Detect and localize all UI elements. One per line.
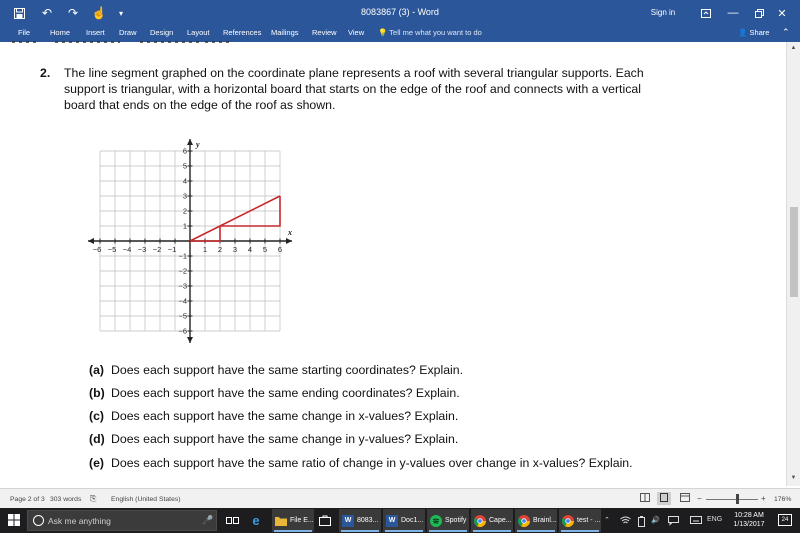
undo-icon[interactable]: ↶	[41, 6, 53, 20]
y-axis-arrow-down	[187, 337, 193, 343]
ribbon-display-options-icon[interactable]	[696, 4, 716, 22]
y-tick-label: −6	[178, 326, 187, 336]
x-tick-label: 5	[262, 245, 268, 254]
keyboard-icon[interactable]	[690, 516, 702, 526]
y-tick-label: 2	[182, 206, 187, 216]
running-indicator	[385, 530, 423, 532]
question-d-text: Does each support have the same change in y-values? Explain.	[111, 432, 459, 446]
running-indicator	[341, 530, 379, 532]
y-tick-label: 5	[182, 161, 187, 171]
question-d-letter: (d)	[89, 432, 105, 446]
y-tick-label: −2	[178, 266, 187, 276]
problem-number: 2.	[40, 66, 51, 80]
x-tick-label: 1	[202, 245, 208, 254]
collapse-ribbon-icon[interactable]: ⌃	[782, 27, 790, 37]
x-axis-arrow-right	[286, 238, 292, 244]
sign-in-link[interactable]: Sign in	[650, 8, 676, 17]
title-bar	[0, 0, 800, 26]
notification-count: 24	[781, 517, 789, 523]
zoom-slider-track[interactable]	[706, 499, 758, 500]
taskbar-item-label: Brainl...	[533, 517, 557, 524]
taskbar-item-label: test - ...	[577, 517, 601, 524]
x-tick-label: −1	[167, 245, 177, 254]
read-mode-icon[interactable]	[640, 493, 650, 504]
wifi-icon[interactable]	[620, 516, 631, 527]
problem-text-line-1: The line segment graphed on the coordinate plane represents a roof with several triangular supports. Each	[64, 66, 644, 80]
taskbar-item-label: Cape...	[489, 517, 512, 524]
previous-text-fragment	[0, 36, 786, 44]
volume-icon[interactable]: 🔊	[651, 517, 660, 524]
proofing-icon[interactable]: ⎘	[90, 494, 97, 503]
question-c-letter: (c)	[89, 409, 105, 423]
taskbar-item-spotify[interactable]	[427, 509, 469, 532]
taskbar-item-label: Spotify	[445, 517, 467, 524]
running-indicator	[274, 530, 312, 532]
word-icon: W	[386, 515, 398, 527]
edge-icon[interactable]	[247, 509, 269, 532]
search-placeholder: Ask me anything	[48, 516, 111, 526]
tab-view[interactable]: View	[348, 28, 365, 37]
web-layout-icon[interactable]	[680, 493, 690, 504]
problem-text-line-2: support is triangular, with a horizontal board that starts on the edge of the roof and connects with a vertical	[64, 82, 641, 96]
taskbar-item-word-doc1[interactable]	[383, 509, 425, 532]
y-tick-label: −3	[178, 281, 187, 291]
question-a-text: Does each support have the same starting coordinates? Explain.	[111, 363, 464, 377]
taskbar-item-chrome-brainly[interactable]	[515, 509, 557, 532]
x-tick-label: −6	[92, 245, 102, 254]
tab-design[interactable]: Design	[150, 28, 174, 37]
tab-file[interactable]: File	[18, 28, 31, 37]
show-hidden-icons-icon[interactable]: ⌃	[604, 517, 610, 524]
x-tick-label: 2	[217, 245, 223, 254]
input-language[interactable]: ENG	[707, 516, 723, 523]
folder-icon	[275, 515, 287, 527]
share-label: Share	[749, 28, 770, 37]
y-tick-label: 4	[182, 176, 187, 186]
problem-text-line-3: board that ends on the edge of the roof as shown.	[64, 98, 336, 112]
question-a-letter: (a)	[89, 363, 105, 377]
zoom-slider-thumb[interactable]	[736, 494, 739, 504]
y-tick-label: −4	[178, 296, 187, 306]
coordinate-plane-graph	[80, 134, 295, 344]
running-indicator	[429, 530, 467, 532]
window-title: 8083867 (3) - Word	[361, 7, 439, 17]
close-icon[interactable]: ✕	[777, 7, 787, 20]
running-indicator	[561, 530, 599, 532]
microphone-icon[interactable]: 🎤	[202, 515, 214, 525]
action-center-icon[interactable]	[778, 514, 792, 526]
y-tick-label: 6	[182, 146, 187, 156]
y-tick-label: −1	[178, 251, 187, 261]
x-tick-label: 3	[232, 245, 238, 254]
tab-review[interactable]: Review	[312, 28, 337, 37]
x-axis-label: x	[288, 228, 292, 237]
zoom-in-icon[interactable]: +	[761, 494, 766, 503]
chrome-icon	[474, 515, 486, 527]
y-tick-label: 3	[182, 191, 187, 201]
cortana-icon	[33, 515, 44, 526]
y-tick-label: 1	[182, 221, 187, 231]
lightbulb-icon: 💡	[378, 28, 388, 37]
question-b-text: Does each support have the same ending coordinates? Explain.	[111, 386, 460, 400]
taskbar-item-label: 8083...	[357, 517, 379, 524]
redo-icon[interactable]: ↷	[67, 6, 79, 20]
chrome-icon	[518, 515, 530, 527]
windows-start-icon[interactable]	[8, 514, 20, 526]
word-count[interactable]: 303 words	[50, 496, 82, 503]
question-e-text: Does each support have the same ratio of change in y-values over change in x-values? Explain.	[111, 456, 633, 470]
messages-icon[interactable]	[668, 516, 679, 527]
question-e-letter: (e)	[89, 456, 105, 470]
y-axis-label: y	[196, 140, 200, 149]
word-icon: W	[342, 515, 354, 527]
x-tick-label: −3	[137, 245, 147, 254]
x-tick-label: 4	[247, 245, 253, 254]
print-layout-icon[interactable]	[657, 492, 671, 505]
scroll-down-icon[interactable]: ▼	[790, 475, 797, 481]
document-page[interactable]	[0, 42, 786, 486]
x-tick-label: 6	[277, 245, 283, 254]
scroll-thumb[interactable]	[790, 207, 798, 297]
restore-icon[interactable]	[749, 4, 769, 22]
taskbar-item-store[interactable]	[316, 509, 336, 532]
zoom-level[interactable]: 176%	[774, 496, 792, 503]
x-axis-arrow-left	[88, 238, 94, 244]
minimize-icon[interactable]: —	[727, 7, 739, 19]
task-view-icon[interactable]	[222, 509, 244, 532]
x-tick-label: −4	[122, 245, 132, 254]
tab-home[interactable]: Home	[50, 28, 71, 37]
taskbar-item-word-8083867[interactable]	[339, 509, 381, 532]
clock-time[interactable]: 10:28 AM	[734, 512, 764, 519]
tab-draw[interactable]: Draw	[119, 28, 137, 37]
running-indicator	[473, 530, 511, 532]
taskbar-item-chrome-cape[interactable]	[471, 509, 513, 532]
store-icon	[319, 515, 331, 527]
running-indicator	[517, 530, 555, 532]
tell-me-text: Tell me what you want to do	[389, 28, 482, 37]
scroll-up-icon[interactable]: ▲	[790, 45, 797, 51]
windows-taskbar	[0, 508, 800, 533]
touch-mode-icon[interactable]: ☝	[91, 6, 107, 20]
taskbar-item-label: Doc1...	[401, 517, 424, 524]
customize-qat-icon[interactable]: ▾	[118, 8, 123, 18]
zoom-out-icon[interactable]: −	[697, 494, 702, 503]
y-axis-arrow-up	[187, 139, 193, 145]
tab-layout[interactable]: Layout	[187, 28, 210, 37]
tab-mailings[interactable]: Mailings	[271, 28, 299, 37]
question-c-text: Does each support have the same change in x-values? Explain.	[111, 409, 459, 423]
language-indicator[interactable]: English (United States)	[111, 496, 181, 503]
x-tick-label: −5	[107, 245, 117, 254]
taskbar-item-label: File E...	[290, 517, 314, 524]
tab-references[interactable]: References	[223, 28, 262, 37]
battery-icon[interactable]	[637, 516, 646, 529]
tab-insert[interactable]: Insert	[86, 28, 105, 37]
y-tick-label: −5	[178, 311, 187, 321]
status-bar	[0, 488, 800, 508]
spotify-icon	[430, 515, 442, 527]
chrome-icon	[562, 515, 574, 527]
clock-date[interactable]: 1/13/2017	[733, 521, 765, 528]
page-count[interactable]: Page 2 of 3	[10, 496, 45, 503]
edge-logo-icon: e	[252, 513, 260, 528]
taskbar-item-file-explorer[interactable]	[272, 509, 314, 532]
x-tick-label: −2	[152, 245, 162, 254]
person-icon: 👤	[738, 28, 748, 37]
taskbar-item-chrome-test[interactable]	[559, 509, 601, 532]
vertical-scrollbar[interactable]	[786, 42, 800, 486]
cortana-search-box[interactable]	[27, 510, 217, 531]
question-b-letter: (b)	[89, 386, 105, 400]
